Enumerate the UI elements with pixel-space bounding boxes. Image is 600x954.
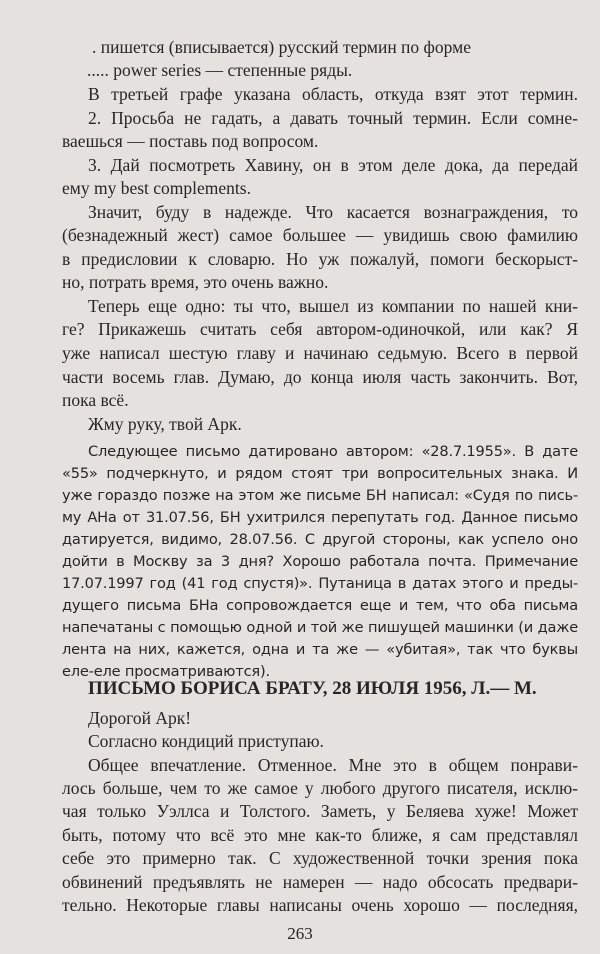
letter-arkady-line: Жму руку, твой Арк. bbox=[88, 414, 242, 434]
commentary-line: напечатаны с помощью одной и той же пишущей машинки (и даже bbox=[62, 619, 578, 636]
letter-boris-line: себе это примерно так. С художественной точки зрения пока bbox=[62, 848, 578, 868]
letter-arkady-line: ге? Прикажешь считать себя автором-одиночкой, или как? Я bbox=[62, 319, 578, 339]
letter-boris-line: Дорогой Арк! bbox=[88, 708, 192, 728]
letter-boris-line: лось больше, чем то же самое у любого другого писателя, исклю- bbox=[62, 778, 578, 798]
letter-arkady-line: ему my best complements. bbox=[62, 178, 251, 198]
letter-boris-line: Общее впечатление. Отменное. Мне это в общем понрави- bbox=[88, 755, 578, 775]
letter-arkady-line: В третьей графе указана область, откуда взят этот термин. bbox=[88, 84, 578, 104]
letter-arkady-line: но, потрать время, это очень важно. bbox=[62, 272, 329, 292]
letter-arkady-line: Значит, буду в надежде. Что касается вознаграждения, то bbox=[88, 202, 578, 222]
commentary-line: лента на них, кажется, одна и та же — «убитая», так что буквы bbox=[62, 641, 578, 658]
commentary-line: еле-еле просматриваются). bbox=[62, 663, 270, 680]
commentary-line: 17.07.1997 год (41 год спустя)». Путаница в датах этого и преды- bbox=[62, 575, 578, 592]
commentary-line: дущего письма БНа сопровождается еще и тем, что оба письма bbox=[62, 597, 578, 614]
section-heading: ПИСЬМО БОРИСА БРАТУ, 28 ИЮЛЯ 1956, Л.— М. bbox=[88, 678, 537, 699]
letter-arkady-line: пока всё. bbox=[62, 390, 129, 410]
letter-arkady-line: (безнадежный жест) самое большее — увидишь свою фамилию bbox=[62, 225, 578, 245]
letter-arkady-line: Теперь еще одно: ты что, вышел из компании по нашей кни- bbox=[88, 296, 578, 316]
commentary-line: му АНа от 31.07.56, БН ухитрился перепутать год. Данное письмо bbox=[62, 509, 578, 526]
commentary-line: датируется, видимо, 28.07.56. С другой стороны, как успело оно bbox=[62, 531, 578, 548]
letter-boris-line: чая только Уэллса и Толстого. Заметь, у Беляева хуже! Может bbox=[62, 801, 578, 821]
letter-arkady-line: уже написал шестую главу и начинаю седьмую. Всего в первой bbox=[62, 343, 578, 363]
letter-boris-line: тельно. Некоторые главы написаны очень хорошо — последняя, bbox=[62, 895, 578, 915]
letter-boris-line: обвинений предъявлять не намерен — надо обсосать предвари- bbox=[62, 872, 578, 892]
letter-arkady-line: в предисловии к словарю. Но уж пожалуй, помоги бескорыст- bbox=[62, 249, 578, 269]
letter-arkady-line: 2. Просьба не гадать, а давать точный термин. Если сомне- bbox=[88, 108, 578, 128]
commentary-line: «55» подчеркнуто, и рядом стоят три вопросительных знака. И bbox=[62, 465, 578, 482]
letter-arkady-line: 3. Дай посмотреть Хавину, он в этом деле дока, да передай bbox=[88, 155, 578, 175]
letter-boris-line: Согласно кондиций приступаю. bbox=[88, 731, 324, 751]
letter-arkady-line: части восемь глав. Думаю, до конца июля часть закончить. Вот, bbox=[62, 367, 578, 387]
commentary-line: уже гораздо позже на этом же письме БН написал: «Судя по пись- bbox=[62, 487, 578, 504]
letter-boris-line: быть, потому что всё это мне как-то ближе, я сам представлял bbox=[62, 825, 578, 845]
commentary-line: Следующее письмо датировано автором: «28.7.1955». В дате bbox=[88, 443, 578, 460]
commentary-line: дойти в Москву за 3 дня? Хорошо работала почта. Примечание bbox=[62, 553, 578, 570]
letter-arkady-line: ваешься — поставь под вопросом. bbox=[62, 131, 319, 151]
page-number: 263 bbox=[287, 924, 313, 943]
letter-arkady-line: . пишется (вписывается) русский термин по форме bbox=[92, 37, 471, 57]
letter-arkady-line: ..... power series — степенные ряды. bbox=[87, 60, 353, 80]
